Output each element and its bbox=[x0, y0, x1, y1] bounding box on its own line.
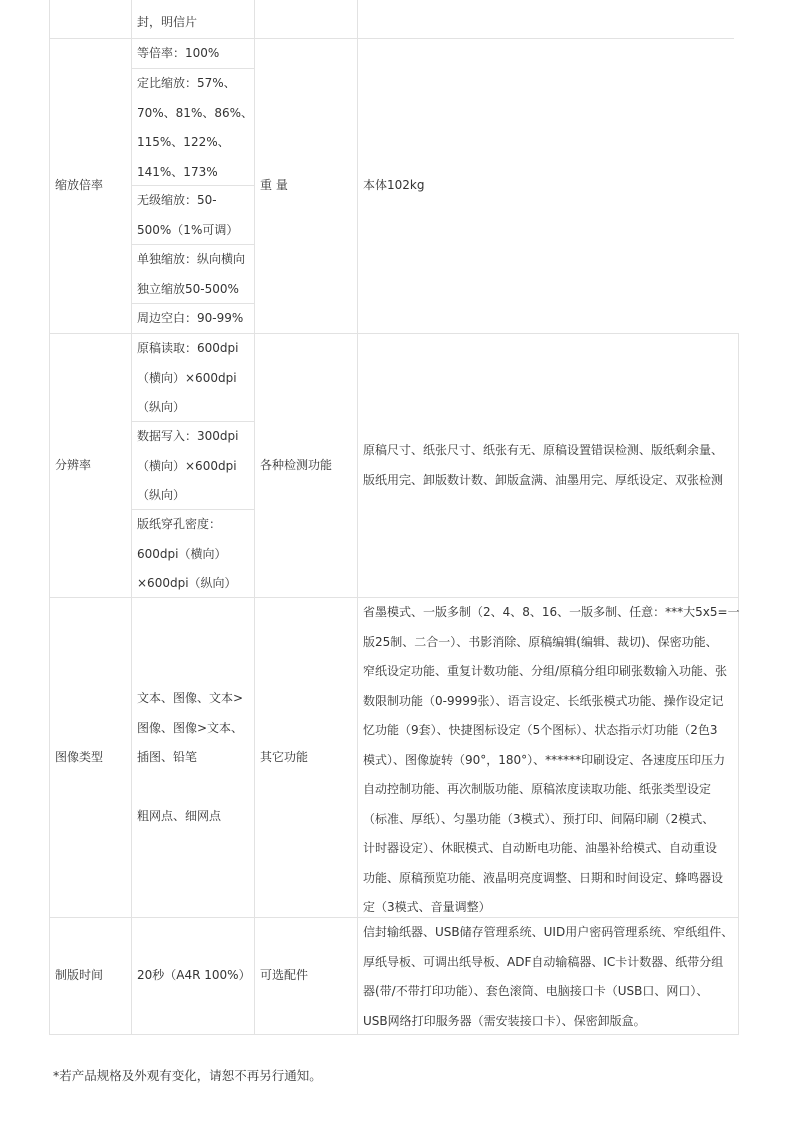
zoom-sub-independent: 单独缩放：纵向横向 独立缩放50-500% bbox=[137, 252, 246, 296]
resolution-sub-write: 数据写入：300dpi （横向）×600dpi （纵向） bbox=[137, 429, 239, 502]
weight-value: 本体102kg bbox=[363, 178, 425, 193]
zoom-sub-margin: 周边空白：90-99% bbox=[137, 311, 244, 325]
options-value: 信封输纸器、USB储存管理系统、UID用户密码管理系统、窄纸组件、 厚纸导板、可调出纸导板、ADF自动输稿器、IC卡计数器、纸带分组 器(带/不带打印功能）、套色滚筒、电脑接口卡（USB口、网口）、 USB网络打印服务器（需安装接口卡）、保密卸版盒。 bbox=[363, 925, 734, 1028]
image-type-value: 文本、图像、文本> 图像、图像>文本、 插图、铅笔 粗网点、细网点 bbox=[137, 691, 244, 823]
weight-label: 重 量 bbox=[260, 178, 288, 193]
zoom-label bbox=[55, 39, 103, 333]
resolution-label: 分辨率 bbox=[55, 457, 92, 472]
table-rule bbox=[131, 0, 132, 1035]
detection-label: 各种检测功能 bbox=[260, 457, 333, 472]
resolution-sub-read: 原稿读取：600dpi （横向）×600dpi （纵向） bbox=[137, 341, 239, 414]
table-rule bbox=[254, 0, 255, 1035]
options-label: 可选配件 bbox=[260, 968, 309, 983]
image-type-label: 图像类型 bbox=[55, 749, 104, 764]
plate-time-value: 20秒（A4R 100%） bbox=[137, 968, 251, 983]
detection-value: 原稿尺寸、纸张尺寸、纸张有无、原稿设置错误检测、版纸剩余量、 版纸用完、卸版数计数、卸版盒满、油墨用完、厚纸设定、双张检测 bbox=[363, 443, 724, 487]
table-rule bbox=[357, 0, 358, 1035]
other-functions-value: 省墨模式、一版多制（2、4、8、16、一版多制、任意：***大5x5=一 版25制、二合一）、书影消除、原稿编辑(编辑、裁切)、保密功能、 窄纸设定功能、重复计数功能、分组/原稿分组印刷张数输入功能、张 数限制功能（0-9999张）、语言设定、长纸张模式功能、操作设定记 忆功能（9套）、快捷图标设定（5个图标）、状态指示灯功能（2色3 模式）、图像旋转（90°，180°）、******印刷设定、各速度压印压力 自动控制功能、再次制版功能、原稿浓度读取功能、纸张类型设定 （标准、厚纸）、匀墨功能（3模式）、预打印、间隔印刷（2模式、 计时器设定）、休眠模式、自动断电功能、油墨补给模式、自动重设 功能、原稿预览功能、液晶明亮度调整、日期和时间设定、蜂鸣器设 定（3模式、音量调整） bbox=[363, 605, 740, 914]
footnote: *若产品规格及外观有变化，请恕不再另行通知。 bbox=[53, 1068, 322, 1083]
zoom-sub-equal: 等倍率：100% bbox=[137, 46, 220, 60]
zoom-sub-stepless: 无级缩放：50- 500%（1%可调） bbox=[137, 193, 239, 237]
plate-time-label: 制版时间 bbox=[55, 968, 104, 983]
zoom-label-text: 缩放倍率 bbox=[55, 178, 104, 193]
table-rule bbox=[49, 0, 50, 1035]
resolution-sub-perforation: 版纸穿孔密度： 600dpi（横向） ×600dpi（纵向） bbox=[137, 517, 237, 590]
other-functions-label: 其它功能 bbox=[260, 749, 309, 764]
zoom-sub-fixed: 定比缩放：57%、 70%、81%、86%、 115%、122%、 141%、173% bbox=[137, 76, 254, 179]
envelope-postcard-fragment: 封，明信片 bbox=[137, 15, 198, 29]
